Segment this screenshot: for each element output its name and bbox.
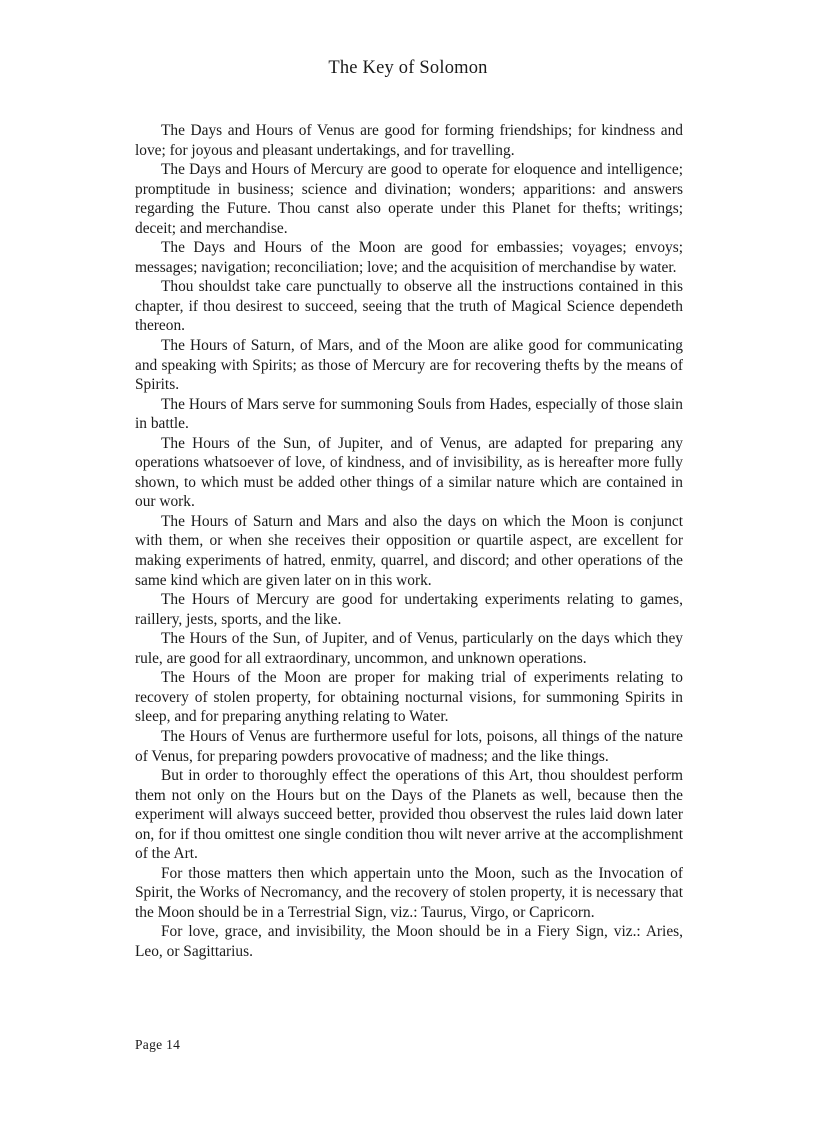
paragraph: The Hours of Mars serve for summoning Souls from Hades, especially of those slain in battle. (135, 395, 683, 433)
paragraph: Thou shouldst take care punctually to observe all the instructions contained in this chapter, if thou desirest to succeed, seeing that the truth of Magical Science dependeth thereon. (135, 278, 683, 335)
paragraph: The Days and Hours of the Moon are good for embassies; voyages; envoys; messages; navigation; reconciliation; love; and the acquisition of merchandise by water. (135, 239, 683, 276)
paragraph: The Hours of Saturn and Mars and also the days on which the Moon is conjunct with them, or when she receives their opposition or quartile aspect, are excellent for making experiments of hatred, enmity, quarrel, and discord; and other operations of the same kind which are given later on in this work. (135, 512, 683, 589)
page-number: Page 14 (135, 1037, 181, 1052)
paragraph: For those matters then which appertain unto the Moon, such as the Invocation of Spirit, the Works of Necromancy, and the recovery of stolen property, it is necessary that the Moon should be in a Terrestrial Sign, viz.: Taurus, Virgo, or Capricorn. (135, 864, 683, 921)
paragraph: The Days and Hours of Mercury are good to operate for eloquence and intelligence; promptitude in business; science and divination; wonders; apparitions: and answers regarding the Future. Thou canst also operate under this Planet for thefts; writings; deceit; and merchandise. (135, 161, 683, 237)
body-text (135, 121, 683, 962)
paragraph: But in order to thoroughly effect the operations of this Art, thou shouldest perform them not only on the Hours but on the Days of the Planets as well, because then the experiment will always succeed better, provided thou observest the rules laid down later on, for if thou omittest one single condition thou wilt never arrive at the accomplishment of the Art. (135, 767, 683, 863)
page-title: The Key of Solomon (328, 58, 488, 78)
paragraph: The Hours of the Sun, of Jupiter, and of Venus, particularly on the days which they rule, are good for all extraordinary, uncommon, and unknown operations. (135, 630, 683, 667)
paragraph: The Days and Hours of Venus are good for forming friendships; for kindness and love; for joyous and pleasant undertakings, and for travelling. (135, 122, 683, 159)
paragraph: The Hours of the Sun, of Jupiter, and of Venus, are adapted for preparing any operations whatsoever of love, of kindness, and of invisibility, as is hereafter more fully shown, to which must be added other things of a similar nature which are contained in our work. (135, 434, 683, 511)
paragraph: The Hours of Mercury are good for undertaking experiments relating to games, raillery, jests, sports, and the like. (135, 591, 683, 628)
paragraph: The Hours of Venus are furthermore useful for lots, poisons, all things of the nature of Venus, for preparing powders provocative of madness; and the like things. (135, 727, 683, 765)
paragraph: The Hours of the Moon are proper for making trial of experiments relating to recovery of stolen property, for obtaining nocturnal visions, for summoning Spirits in sleep, and for preparing anything relating to Water. (135, 669, 683, 726)
paragraph: The Hours of Saturn, of Mars, and of the Moon are alike good for communicating and speaking with Spirits; as those of Mercury are for recovering thefts by the means of Spirits. (135, 337, 683, 394)
paragraph: For love, grace, and invisibility, the Moon should be in a Fiery Sign, viz.: Aries, Leo, or Sagittarius. (135, 923, 683, 960)
